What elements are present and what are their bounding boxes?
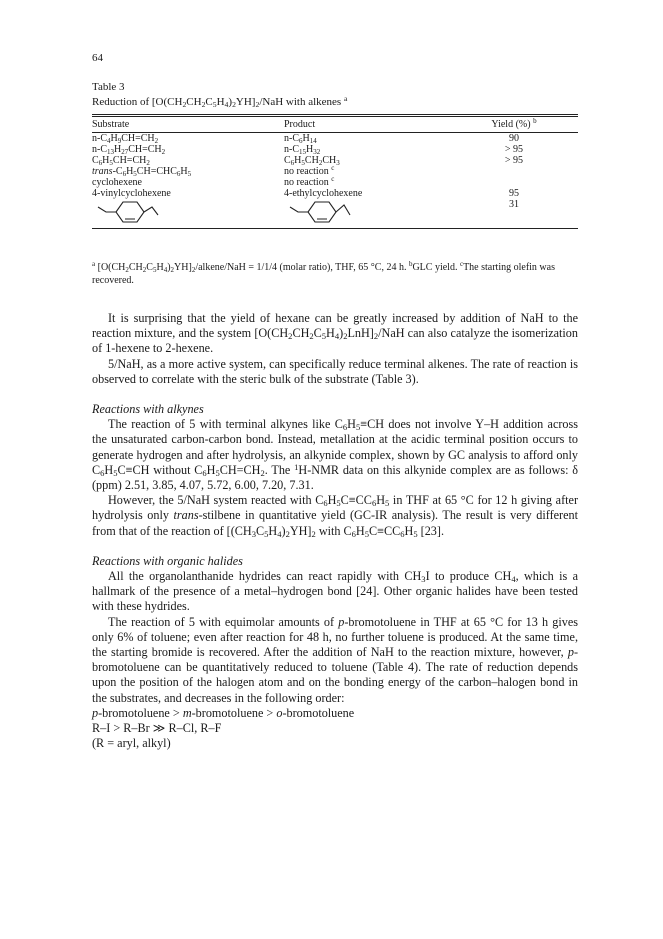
cell-substrate: 4-vinylcyclohexene [92,188,171,199]
cell-substrate: $C_6H_5CH=CH_2$ [92,155,150,167]
cell-substrate: $n-C_{13}H_{27}CH=CH_2$ [92,144,166,156]
footnote-b: GLC yield. [412,262,460,273]
cell-product: $n-C_6H_{14}$ [284,133,317,145]
header-substrate: Substrate [92,119,130,130]
paragraph-bromotoluene: The reaction of 5 with equimolar amounts of p-bromotoluene in THF at 65 °C for 13 h gives only 6% of toluene; even after reaction for 48 h, no further toluene is produced. At the same time, the starting bromide is recovered. After the addition of NaH to the reaction mixture, however, p-bromotoluene can be quantitatively reduced to toluene (Table 4). The rate of reduction depends upon the position of the halogen atom and on the bonding energy of the carbon–halogen bond in the substrates, and decreases in the following order: [92,614,578,705]
table-row-structures [92,199,578,228]
substituent-bond [98,207,116,212]
heading-alkynes: Reactions with alkynes [92,402,204,417]
cell-substrate: cyclohexene [92,177,142,188]
substrate-structure-icon [92,199,284,228]
substituent-bond [336,205,350,215]
page-number: 64 [92,52,103,64]
paragraph-hexane: It is surprising that the yield of hexane can be greatly increased by addition of NaH to the reaction mixture, and the system $[O(CH_2CH_2C_5H_4)_2LnH]_2$/NaH can also catalyze the isomerization of 1-hexene to 2-hexene. [92,311,578,356]
paragraph-alkynes: The reaction of 5 with terminal alkynes like $C_6H_5\equiv CH$ does not involve Y–H addition across the unsaturated carbon-carbon bond. Instead, metallation at the acidic terminal position occurs to generate hydrogen and after hydrolysis, an alkynide complex, shown by GC analysis to afford only $C_6H_5C\equiv CH$ without $C_6H_5CH=CH_2$. The $^1$H-NMR data on this alkynide complex are as follows: δ (ppm) 2.51, 3.85, 4.07, 5.72, 6.00, 7.20, 7.31. [92,417,579,493]
table-title: Reduction of $[O(CH_2CH_2C_5H_4)_2YH]_2$/NaH with alkenes $^a$ [92,94,348,109]
paragraph-stilbene: However, the 5/NaH system reacted with $C_6H_5C\equiv CC_6H_5$ in THF at 65 °C for 12 h giving after hydrolysis only trans-stilbene in quantitative yield (GC-IR analysis). The result is very different from that of the reaction of $[(CH_3C_5H_4)_2YH]_2$ with $C_6H_5C\equiv CC_6H_5$ [23]. [92,493,579,539]
cell-substrate: $n-C_4H_9CH=CH_2$ [92,133,159,145]
table-footnote: $^a$ $[O(CH_2CH_2C_5H_4)_2YH]_2/alkene$/NaH = 1/1/4 (molar ratio), THF, 65 °C, 24 h. $^b$GLC yield. $^c$The starting olefin was recovered. [92,260,555,286]
reactivity-order-isomers: p-bromotoluene > m-bromotoluene > o-bromotoluene [92,705,355,720]
table-header-row [92,117,578,132]
cell-yield [450,166,578,177]
cell-product: 4-ethylcyclohexene [284,188,363,199]
substituent-bond [144,207,158,215]
table-row [92,144,578,155]
cell-product: no reaction $^c$ [284,175,335,188]
cell-yield: 90 [509,133,519,144]
table-row [92,188,578,199]
cell-product: $n-C_{15}H_{32}$ [284,144,321,156]
cell-product: no reaction $^c$ [284,164,335,177]
table-caption [92,80,347,110]
cell-yield: > 95 [504,144,524,155]
r-definition: (R = aryl, alkyl) [92,736,171,751]
cell-yield [450,177,578,188]
reactivity-order-halides: R–I > R–Br ≫ R–Cl, R–F [92,721,222,736]
table-body [92,132,578,228]
cell-yield: 95 [509,188,519,199]
product-structure-icon [284,199,450,228]
table-bottom-rule [92,228,578,229]
table-row [92,166,578,177]
heading-halides: Reactions with organic halides [92,553,243,568]
substituent-bond [290,207,308,212]
header-yield: Yield (%) $^b$ [491,117,537,130]
results-table [92,114,578,229]
table-row [92,155,578,166]
paragraph-methyl-iodide: All the organolanthanide hydrides can react rapidly with $CH_3I$ to produce $CH_4$, which is a hallmark of the presence of a metal–hydrogen bond [24]. Other organic halides have been tested with these hydrides. [92,569,578,614]
table-row [92,177,578,188]
table-label: Table 3 [92,81,125,93]
cell-product: $C_6H_5CH_2CH_3$ [284,155,340,167]
results-table-grid [92,117,578,228]
cell-substrate: trans-$C_6H_5CH=CHC_6H_5$ [92,166,192,178]
article-body [92,311,578,751]
cell-yield: 31 [509,199,519,210]
table-row [92,133,578,144]
cell-yield: > 95 [504,155,524,166]
header-product: Product [284,119,316,130]
paragraph-terminal-alkenes: 5/NaH, as a more active system, can specifically reduce terminal alkenes. The rate of reaction is observed to correlate with the steric bulk of the substrate (Table 3). [92,356,578,386]
footnote-c: The starting olefin was recovered. [92,262,555,286]
footnote-a: $[O(CH_2CH_2C_5H_4)_2YH]_2/alkene$/NaH = 1/1/4 (molar ratio), THF, 65 °C, 24 h. [95,262,409,274]
